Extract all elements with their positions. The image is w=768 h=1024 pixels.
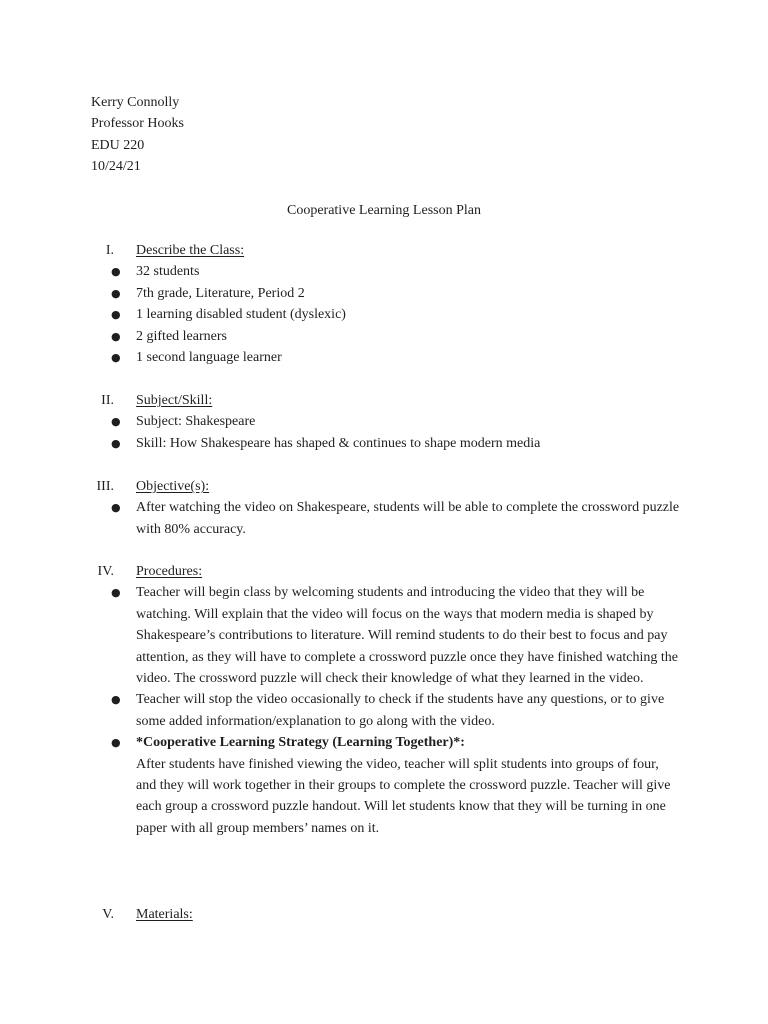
section-numeral: III. [96,479,114,494]
bullet-icon: ● [111,286,121,300]
list-item: ● Teacher will begin class by welcoming students and introducing the video that they will be watching. Will explain that the video will focus on the ways that modern media is shaped by Shakespeare’s contributions to literature. Will remind students to do their best to focus and pay attention, as they will have to complete a crossword puzzle once they have finished watching the video. The crossword puzzle will check their knowledge of what they learned in the video. [0,582,768,689]
document-title: Cooperative Learning Lesson Plan [286,203,481,218]
section-heading: Objective(s): [136,479,210,494]
section-numeral: V. [102,907,114,922]
section-numeral: II. [101,393,114,408]
list-item: ● 2 gifted learners [0,326,768,347]
list-item: ● 1 learning disabled student (dyslexic) [0,304,768,325]
section-heading: Subject/Skill: [136,393,213,408]
bullet-icon: ● [111,329,121,343]
section-heading: Procedures: [136,564,203,579]
bullet-icon: ● [111,308,121,322]
bullet-icon: ● [111,501,121,515]
section-describe-class [0,240,768,368]
bullet-icon: ● [111,693,121,707]
section-subject-skill [0,390,768,454]
section-materials [0,904,768,925]
section-heading: Describe the Class: [136,243,245,258]
list-item: ● Skill: How Shakespeare has shaped & continues to shape modern media [0,433,768,454]
bullet-icon: ● [111,586,121,600]
strategy-item [0,732,768,839]
bullet-icon: ● [111,436,121,450]
section-objectives [0,476,768,540]
strategy-body: After students have finished viewing the video, teacher will split students into groups of four, and they will work together in their groups to complete the crossword puzzle. Teacher will give each group a crossword puzzle handout. Will let students know that they will be turning in one paper with all group members’ names on it. [136,756,671,836]
list-item: ● Teacher will stop the video occasionally to check if the students have any questions, or to give some added information/explanation to go along with the video. [0,689,768,732]
list-item: ● 1 second language learner [0,347,768,368]
list-item: ● 32 students [0,261,768,282]
professor-name: Professor Hooks [91,116,184,132]
document-date: 10/24/21 [91,159,141,175]
section-numeral: I. [105,243,114,258]
course-code: EDU 220 [91,137,145,153]
list-item: ● Subject: Shakespeare [0,411,768,432]
student-name: Kerry Connolly [91,95,180,110]
section-heading: Materials: [136,907,193,922]
document-header [91,92,184,178]
bullet-icon: ● [111,415,121,429]
list-item: ● 7th grade, Literature, Period 2 [0,283,768,304]
bullet-icon: ● [111,736,121,750]
section-procedures [0,561,768,839]
list-item: ● After watching the video on Shakespeare, students will be able to complete the crossword puzzle with 80% accuracy. [0,497,768,540]
bullet-icon: ● [111,265,121,279]
bullet-icon: ● [111,351,121,365]
strategy-heading: *Cooperative Learning Strategy (Learning Together)*: [136,735,465,751]
section-numeral: IV. [97,564,114,579]
